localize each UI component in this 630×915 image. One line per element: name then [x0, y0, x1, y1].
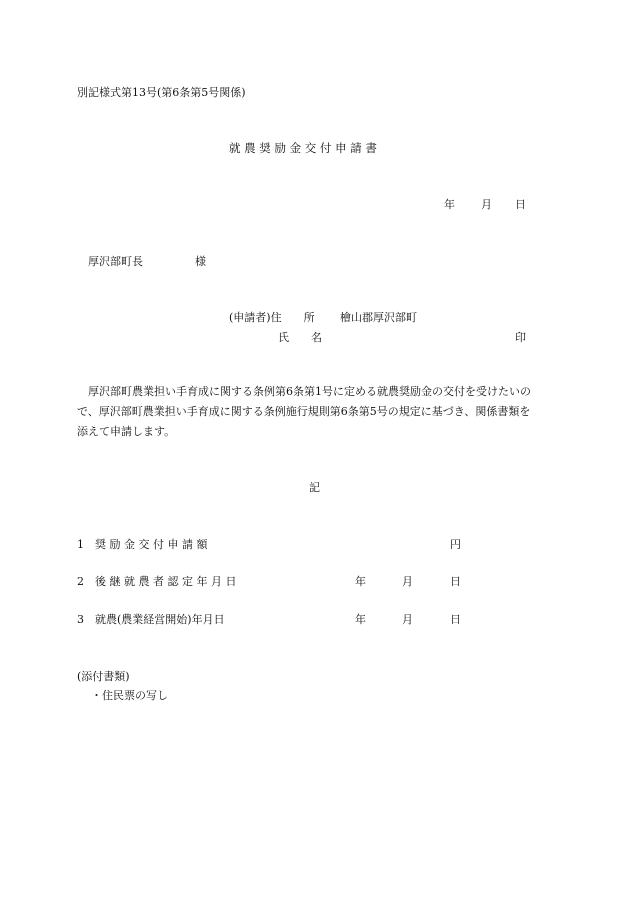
addressee-honorific: 様: [195, 255, 206, 268]
body-paragraph: [77, 382, 535, 442]
attachments-heading: (添付書類): [77, 670, 130, 683]
applicant-address-label: (申請者)住 所: [229, 311, 315, 324]
item-year: 年: [355, 613, 366, 626]
date-month: 月: [481, 198, 492, 211]
attachment-item: ・住民票の写し: [91, 689, 168, 702]
applicant-name-label: 氏 名: [278, 331, 322, 344]
item-day: 日: [450, 575, 461, 588]
item-year: 年: [355, 575, 366, 588]
item-label: 2 後 継 就 農 者 認 定 年 月 日: [77, 575, 237, 588]
body-text: 厚沢部町農業担い手育成に関する条例第6条第1号に定める就農奨励金の交付を受けたいので、厚沢部町農業担い手育成に関する条例施行規則第6条第5号の規定に基づき、関係書類を添えて申請します。: [77, 385, 531, 438]
item-month: 月: [402, 613, 413, 626]
date-day: 日: [515, 198, 526, 211]
item-unit-yen: 円: [450, 538, 461, 551]
ki-heading: 記: [309, 481, 320, 494]
seal-mark: 印: [515, 331, 526, 344]
item-label: 3 就農(農業経営開始)年月日: [77, 613, 225, 626]
item-month: 月: [402, 575, 413, 588]
addressee-name: 厚沢部町長: [88, 255, 143, 268]
item-label: 1 奨 励 金 交 付 申 請 額: [77, 538, 208, 551]
date-year: 年: [444, 198, 455, 211]
form-number: 別記様式第13号(第6条第5号関係): [77, 86, 246, 99]
applicant-address-value: 檜山郡厚沢部町: [340, 311, 417, 324]
item-day: 日: [450, 613, 461, 626]
document-title: 就 農 奨 励 金 交 付 申 請 書: [229, 141, 377, 155]
